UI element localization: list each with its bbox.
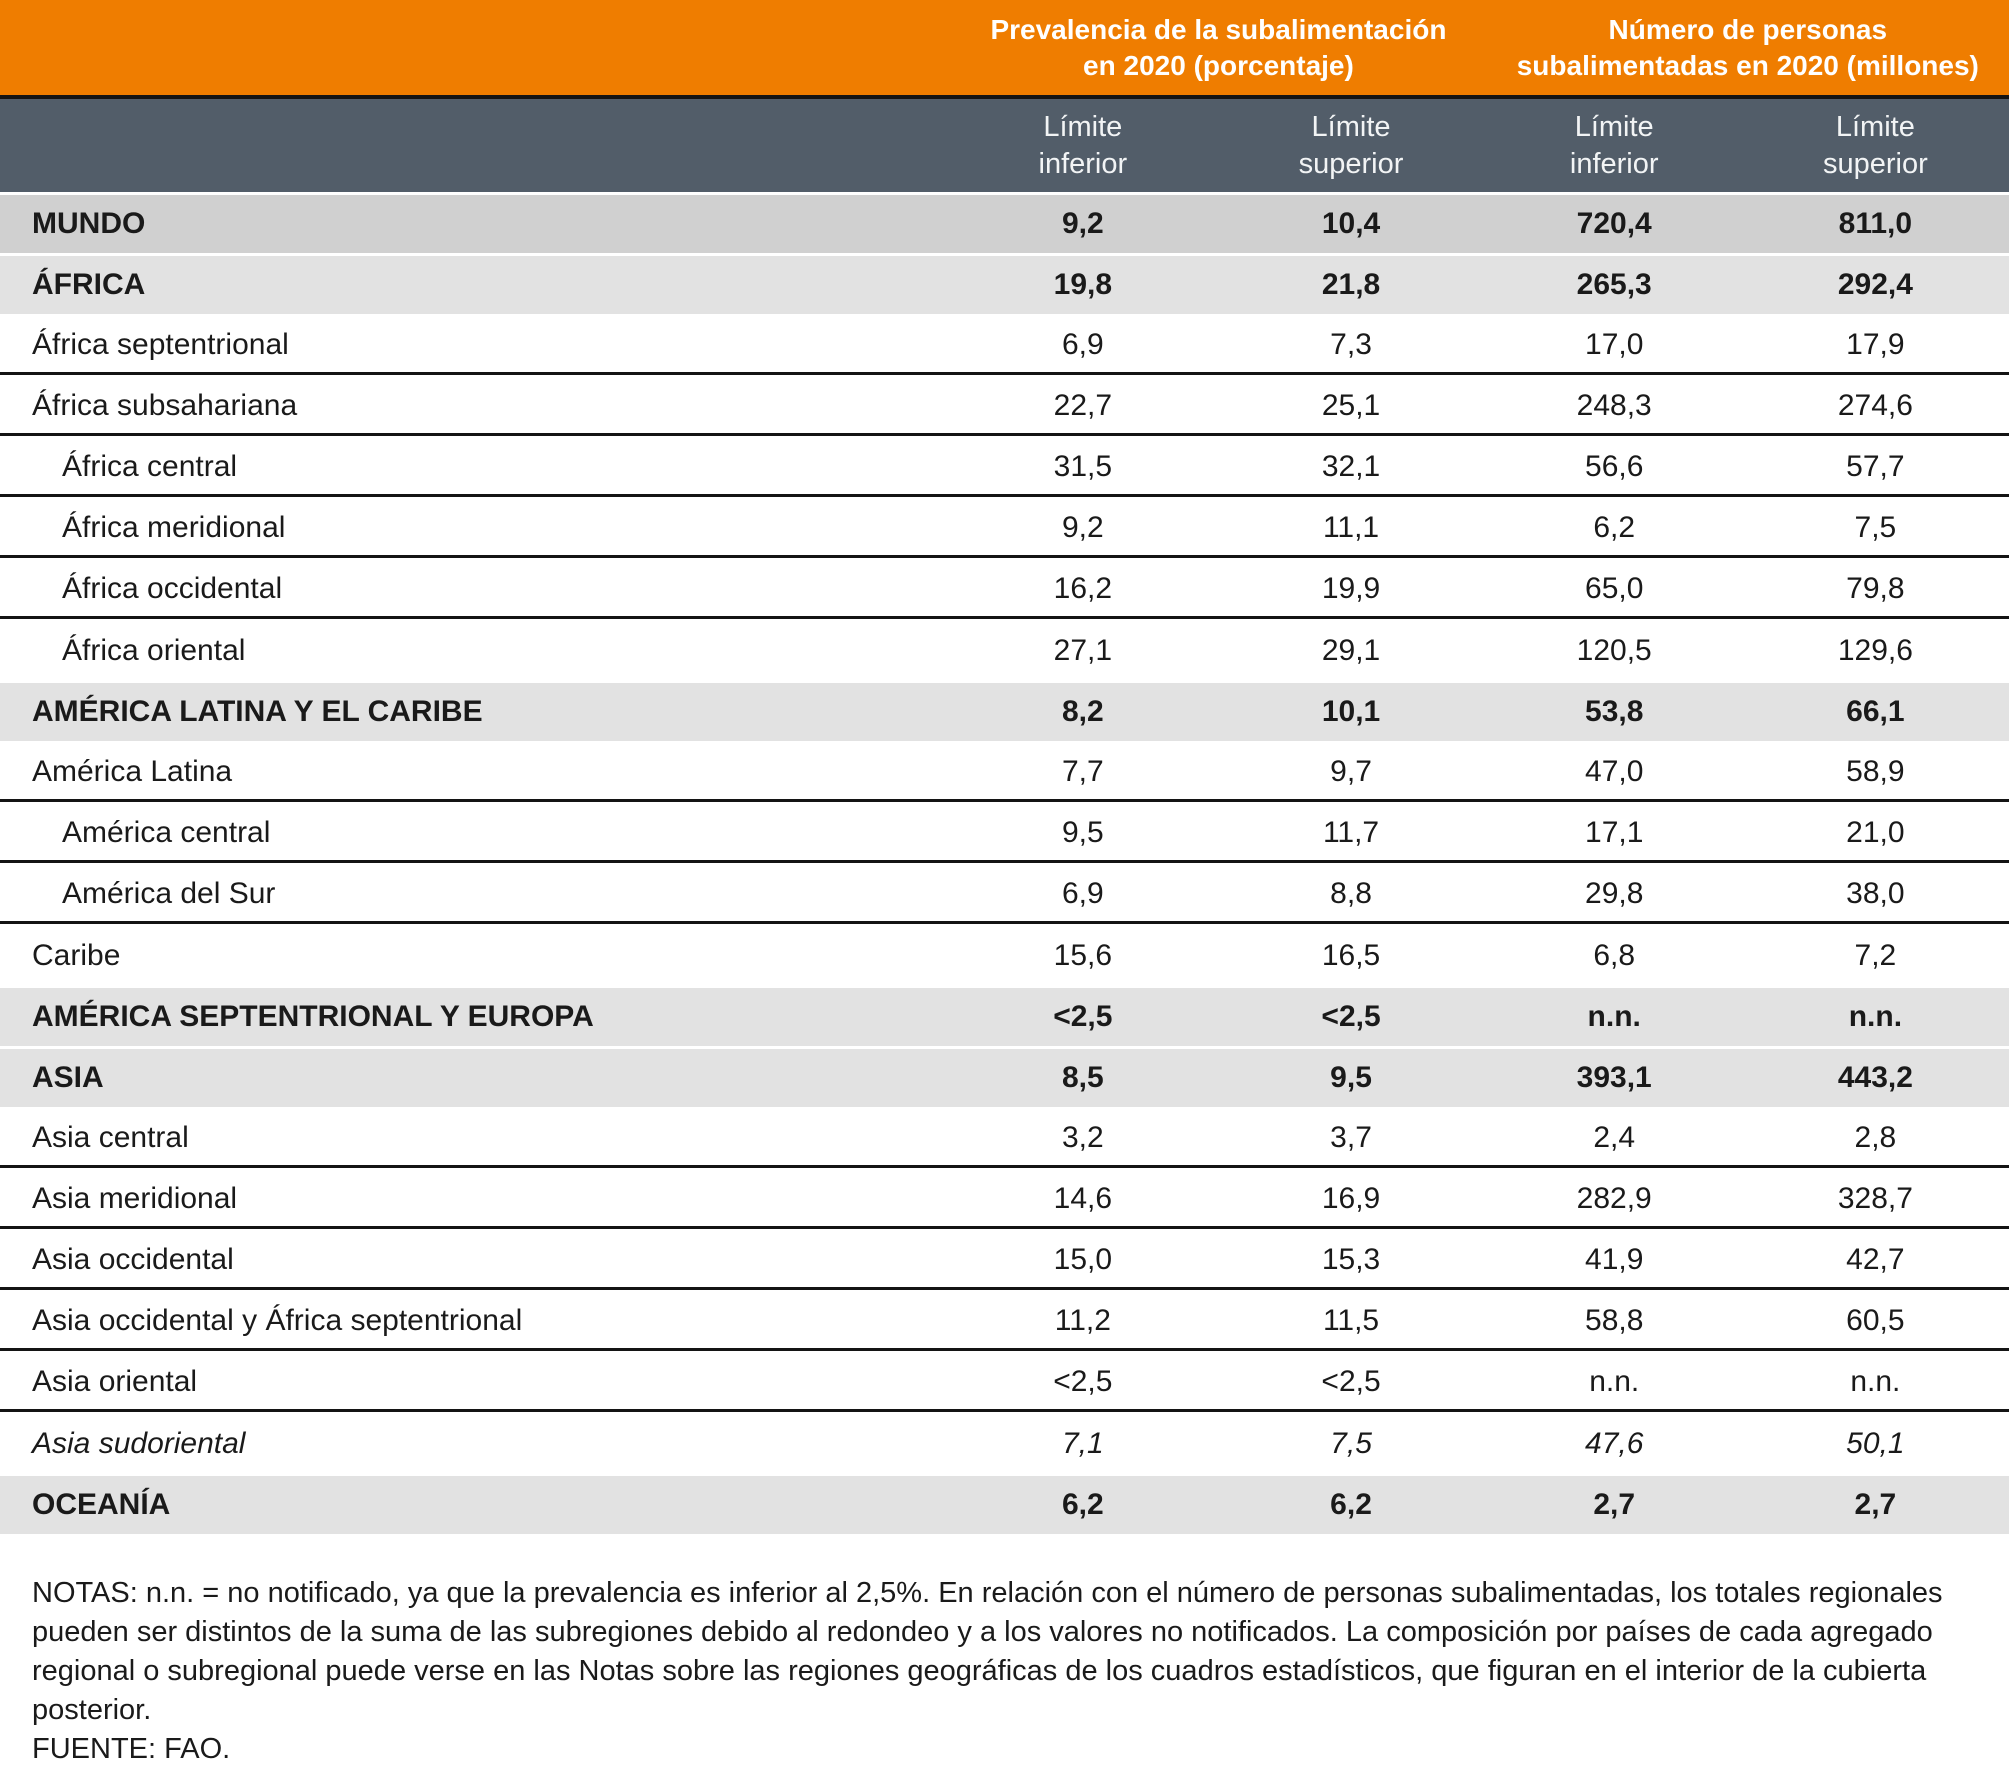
table-row [0,619,2009,680]
group-number-line2: subalimentadas en 2020 (millones) [1516,49,1979,81]
row-value: 7,7 [1061,754,1104,788]
row-value: 6,9 [1061,327,1104,361]
group-prevalence-line2: en 2020 (porcentaje) [1083,49,1354,81]
table-row [0,1046,2009,1107]
row-label: América central [62,815,271,849]
row-value: 17,9 [1846,327,1905,361]
source-text: FUENTE: FAO. [32,1733,231,1765]
row-value: 9,5 [1061,815,1104,849]
row-value: 17,0 [1585,327,1644,361]
group-header-spacer [0,0,950,95]
row-value: 6,2 [1330,1488,1372,1521]
row-label: Asia sudoriental [32,1427,246,1460]
column-header-line2: inferior [1038,147,1128,180]
row-value: 41,9 [1585,1242,1644,1276]
row-value: 10,1 [1321,695,1381,728]
row-value: n.n. [1848,1000,1903,1033]
row-label: África septentrional [32,327,289,361]
row-value: 11,5 [1322,1303,1380,1337]
row-value: 328,7 [1837,1181,1913,1215]
row-value: 11,1 [1322,510,1380,544]
group-prevalence-line1: Prevalencia de la subalimentación [990,13,1447,45]
row-label: MUNDO [32,207,146,240]
row-value: 8,5 [1061,1061,1104,1094]
table-row [0,924,2009,985]
row-label: África oriental [62,634,246,667]
row-label: ÁFRICA [32,268,146,301]
row-value: 53,8 [1585,695,1644,728]
row-label: África meridional [62,510,286,544]
row-value: 27,1 [1053,634,1113,667]
table-row [0,1107,2009,1168]
row-value: 265,3 [1576,268,1652,301]
row-value: 7,3 [1330,327,1372,361]
row-value: 9,2 [1061,207,1104,240]
table-row [0,497,2009,558]
row-value: 6,8 [1593,939,1636,972]
row-value: 292,4 [1837,268,1913,301]
row-value: 3,2 [1061,1120,1104,1154]
row-value: <2,5 [1321,1364,1381,1398]
row-value: 2,8 [1854,1120,1897,1154]
row-value: 282,9 [1576,1181,1652,1215]
table-body [0,192,2009,1534]
table-row [0,1229,2009,1290]
row-value: 25,1 [1321,388,1381,422]
column-header-line2: inferior [1569,147,1659,180]
row-value: 11,2 [1054,1303,1111,1337]
subheader-spacer [0,99,950,192]
row-value: 16,5 [1321,939,1381,972]
row-value: 811,0 [1838,207,1913,240]
row-label: África subsahariana [32,388,298,422]
row-value: 14,6 [1053,1181,1113,1215]
notes-text: NOTAS: n.n. = no notificado, ya que la prevalencia es inferior al 2,5%. En relación con el número de personas subalimentadas, los totales regionales pueden ser distintos de la suma de las subregiones debido al redondeo y a los valores no notificados. La composición por países de cada agregado regional o subregional puede verse en las Notas sobre las regiones geográficas de los cuadros estadísticos, que figuran en el interior de la cubierta posterior. [32,1577,1943,1726]
table-row [0,985,2009,1046]
column-header-inferior [1487,99,1742,192]
row-value: 8,2 [1061,695,1104,728]
row-value: 38,0 [1846,876,1905,910]
row-value: 7,1 [1061,1427,1104,1460]
row-value: <2,5 [1053,1000,1113,1033]
table-row [0,802,2009,863]
table-row [0,741,2009,802]
row-value: <2,5 [1053,1364,1113,1398]
row-value: 720,4 [1576,207,1652,240]
row-label: Asia meridional [32,1181,238,1215]
row-value: 32,1 [1321,449,1381,483]
column-header-line2: superior [1822,147,1928,180]
row-label: Asia oriental [32,1364,198,1398]
row-value: 3,7 [1330,1120,1372,1154]
row-label: Asia occidental [32,1242,234,1276]
row-value: 19,9 [1321,571,1381,605]
row-value: 29,1 [1321,634,1381,667]
row-value: 9,7 [1330,754,1372,788]
row-value: 15,0 [1053,1242,1113,1276]
row-value: 16,2 [1053,571,1113,605]
row-label: América del Sur [62,876,276,910]
row-value: 9,5 [1330,1061,1372,1094]
table-row [0,558,2009,619]
column-header-superior [1742,99,2009,192]
row-value: 17,1 [1585,815,1644,849]
row-value: <2,5 [1321,1000,1381,1033]
row-value: 58,8 [1585,1303,1644,1337]
table-row [0,192,2009,253]
row-label: Asia occidental y África septentrional [32,1303,523,1337]
row-value: 6,2 [1061,1488,1104,1521]
row-value: 8,8 [1330,876,1372,910]
row-label: Asia central [32,1120,189,1154]
row-label: AMÉRICA SEPTENTRIONAL Y EUROPA [32,1000,594,1033]
row-value: 47,0 [1585,754,1644,788]
row-value: 443,2 [1837,1061,1913,1094]
row-value: 7,5 [1854,510,1897,544]
table-group-header [0,0,2009,95]
row-label: África central [62,449,238,483]
row-value: 21,8 [1321,268,1381,301]
row-label: OCEANÍA [32,1488,171,1521]
row-value: 15,3 [1321,1242,1381,1276]
row-value: 9,2 [1061,510,1104,544]
column-header-line1: Límite [1574,110,1654,143]
row-value: 7,2 [1854,939,1897,972]
table-row [0,375,2009,436]
table-row [0,1412,2009,1473]
row-value: 31,5 [1053,449,1113,483]
row-value: 57,7 [1846,449,1905,483]
column-header-inferior [950,99,1215,192]
row-label: Caribe [32,939,121,972]
row-value: 10,4 [1321,207,1381,240]
table-row [0,680,2009,741]
column-header-superior [1215,99,1486,192]
row-value: 79,8 [1846,571,1905,605]
table-row [0,253,2009,314]
row-value: 7,5 [1330,1427,1372,1460]
table-row [0,1351,2009,1412]
row-value: 29,8 [1585,876,1644,910]
group-number-line1: Número de personas [1608,13,1888,45]
column-header-line1: Límite [1835,110,1915,143]
table-notes [32,1574,2001,1769]
row-value: 393,1 [1576,1061,1652,1094]
row-value: 60,5 [1846,1303,1905,1337]
row-value: 42,7 [1846,1242,1905,1276]
row-value: 11,7 [1322,815,1380,849]
row-value: 2,7 [1593,1488,1636,1521]
table-row [0,1290,2009,1351]
row-value: 2,7 [1854,1488,1897,1521]
row-value: 274,6 [1837,388,1913,422]
column-header-line1: Límite [1311,110,1391,143]
column-group-prevalence [950,0,1486,95]
row-value: 50,1 [1846,1427,1905,1460]
row-value: 56,6 [1585,449,1644,483]
row-value: 248,3 [1576,388,1652,422]
table-subheader-row [0,99,2009,192]
row-label: África occidental [62,571,283,605]
column-header-line1: Límite [1043,110,1123,143]
row-value: n.n. [1587,1000,1641,1033]
row-value: 19,8 [1053,268,1113,301]
row-value: 21,0 [1846,815,1905,849]
row-value: 58,9 [1846,754,1905,788]
table-row [0,436,2009,497]
table-row [0,1473,2009,1534]
row-value: 2,4 [1593,1120,1636,1154]
row-value: 65,0 [1585,571,1644,605]
row-value: n.n. [1850,1364,1901,1398]
row-value: 120,5 [1576,634,1652,667]
row-value: 16,9 [1321,1181,1381,1215]
row-value: 15,6 [1053,939,1113,972]
row-value: 6,9 [1061,876,1104,910]
column-group-number [1487,0,2009,95]
table-row [0,1168,2009,1229]
row-value: 47,6 [1585,1427,1644,1460]
row-label: América Latina [32,754,233,788]
row-label: ASIA [32,1061,104,1094]
row-value: 6,2 [1593,510,1636,544]
row-label: AMÉRICA LATINA Y EL CARIBE [32,695,483,728]
row-value: 66,1 [1846,695,1905,728]
table-row [0,863,2009,924]
row-value: 22,7 [1053,388,1113,422]
table-row [0,314,2009,375]
row-value: 129,6 [1837,634,1913,667]
column-header-line2: superior [1298,147,1404,180]
row-value: n.n. [1589,1364,1640,1398]
